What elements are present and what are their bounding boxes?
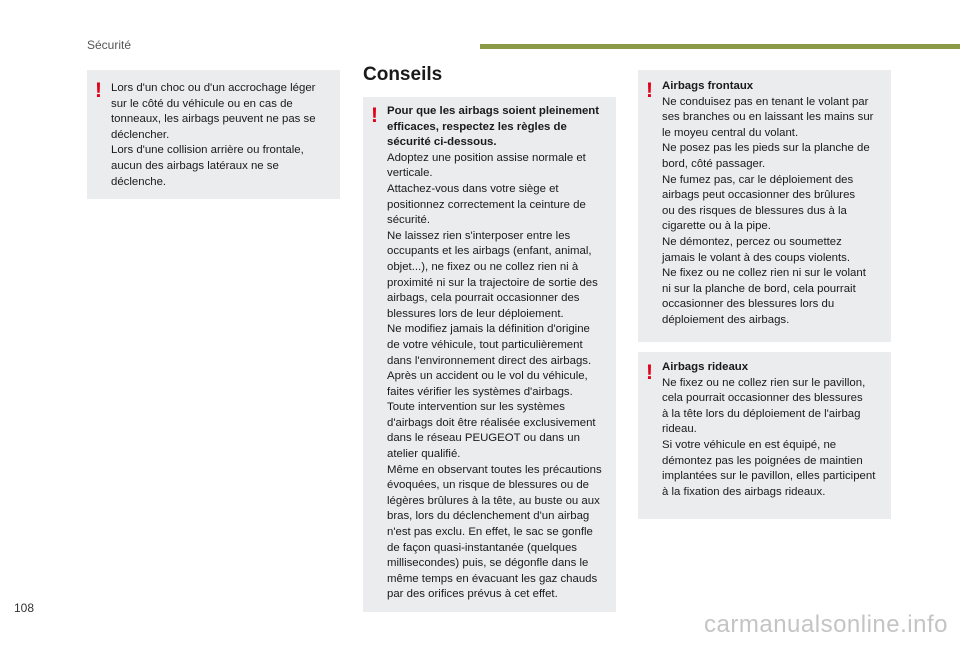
text-line: objet...), ne fixez ou ne collez rien ni à xyxy=(387,260,579,273)
page-number: 108 xyxy=(14,601,35,615)
text-line: Toute intervention sur les systèmes xyxy=(387,401,565,414)
conseils-text xyxy=(387,151,608,603)
text-line: faites vérifier les systèmes d'airbags. xyxy=(387,385,573,398)
conseils-warning-box xyxy=(363,97,616,612)
text-line: déploiement des airbags. xyxy=(662,313,790,326)
text-line: légères brûlures à la tête, au buste ou aux xyxy=(387,494,600,507)
text-line: Ne conduisez pas en tenant le volant par xyxy=(662,95,869,108)
curtain-airbags-text xyxy=(662,376,883,501)
watermark-text: carmanualsonline.info xyxy=(704,611,948,638)
text-line: Pour que les airbags soient pleinement xyxy=(387,105,600,117)
text-line: millisecondes) puis, se dégonfle dans le xyxy=(387,557,589,570)
text-line: Même en observant toutes les précautions xyxy=(387,463,602,476)
text-line: occupants et les airbags (enfant, animal, xyxy=(387,245,592,258)
text-line: n'est pas exclu. En effet, le sac se gonfle xyxy=(387,526,593,539)
text-line: Ne fixez ou ne collez rien sur le pavillon, xyxy=(662,376,866,389)
text-line: Après un accident ou le vol du véhicule, xyxy=(387,370,588,383)
curtain-airbags-title: Airbags rideaux xyxy=(662,361,749,373)
text-line: Attachez-vous dans votre siège et xyxy=(387,182,559,195)
text-line: à la tête lors du déploiement de l'airbag xyxy=(662,407,861,420)
warning-exclamation-icon: ! xyxy=(95,79,102,102)
text-line: cigarette ou à la pipe. xyxy=(662,220,771,233)
text-line: atelier qualifié. xyxy=(387,448,461,461)
text-line: airbags peut occasionner des brûlures xyxy=(662,189,856,202)
text-line: bras, lors du déclenchement d'un airbag xyxy=(387,510,590,523)
text-line: verticale. xyxy=(387,167,433,180)
text-line: de votre véhicule, tout particulièrement xyxy=(387,338,583,351)
text-line: à la fixation des airbags rideaux. xyxy=(662,485,826,498)
frontal-airbags-warning-box xyxy=(638,70,891,342)
conseils-intro xyxy=(387,104,608,151)
text-line: même temps en évacuant les gaz chauds xyxy=(387,572,598,585)
text-line: le moyeu central du volant. xyxy=(662,126,799,139)
text-line: Ne fumez pas, car le déploiement des xyxy=(662,173,854,186)
text-line: Ne posez pas les pieds sur la planche de xyxy=(662,142,870,155)
text-line: Ne laissez rien s'interposer entre les xyxy=(387,229,571,242)
warning-exclamation-icon: ! xyxy=(646,361,653,384)
text-line: ni sur la planche de bord, cela pourrait xyxy=(662,282,856,295)
text-line: par des orifices prévus à cet effet. xyxy=(387,588,558,601)
text-line: aucun des airbags latéraux ne se xyxy=(111,159,279,172)
frontal-airbags-title: Airbags frontaux xyxy=(662,80,754,92)
text-line: déclencher. xyxy=(111,128,170,141)
side-impact-warning-box xyxy=(87,70,340,199)
section-label: Sécurité xyxy=(87,38,132,52)
frontal-airbags-text xyxy=(662,95,883,329)
text-line: blessures lors de leur déploiement. xyxy=(387,307,564,320)
text-line: dans l'environnement direct des airbags. xyxy=(387,354,592,367)
warning-exclamation-icon: ! xyxy=(371,104,378,127)
text-line: rideau. xyxy=(662,423,697,436)
header-accent-bar xyxy=(480,44,960,49)
section-title-conseils: Conseils xyxy=(363,64,443,85)
curtain-airbags-warning-box xyxy=(638,352,891,519)
text-line: efficaces, respectez les règles de xyxy=(387,120,567,133)
text-line: sécurité. xyxy=(387,214,431,227)
text-line: tonneaux, les airbags peuvent ne pas se xyxy=(111,113,316,126)
text-line: cela pourrait occasionner des blessures xyxy=(662,392,863,405)
text-line: Ne fixez ou ne collez rien ni sur le volant xyxy=(662,267,866,280)
text-line: Lors d'une collision arrière ou frontale, xyxy=(111,144,304,157)
text-line: Adoptez une position assise normale et xyxy=(387,151,586,164)
text-line: ou des risques de blessures dus à la xyxy=(662,204,847,217)
text-line: sécurité ci-dessous. xyxy=(387,136,497,149)
text-line: Ne démontez, percez ou soumettez xyxy=(662,235,842,248)
text-line: proximité ni sur la trajectoire de sortie des xyxy=(387,276,598,289)
text-line: implantées sur le pavillon, elles participent xyxy=(662,470,876,483)
text-line: déclenche. xyxy=(111,175,167,188)
warning-exclamation-icon: ! xyxy=(646,79,653,102)
text-line: Lors d'un choc ou d'un accrochage léger xyxy=(111,82,316,94)
text-line: de façon quasi-instantanée (quelques xyxy=(387,541,577,554)
text-line: airbags, cela pourrait occasionner des xyxy=(387,292,580,305)
text-line: jamais le volant à des coups violents. xyxy=(662,251,851,264)
text-line: Si votre véhicule en est équipé, ne xyxy=(662,438,837,451)
text-line: évoquées, un risque de blessures ou de xyxy=(387,479,590,492)
text-line: d'airbags doit être réalisée exclusivement xyxy=(387,416,596,429)
side-impact-text xyxy=(111,81,332,190)
text-line: positionnez correctement la ceinture de xyxy=(387,198,586,211)
text-line: occasionner des blessures lors du xyxy=(662,298,835,311)
text-line: démontez pas les poignées de maintien xyxy=(662,454,863,467)
text-line: sur le côté du véhicule ou en cas de xyxy=(111,97,293,110)
text-line: ses branches ou en laissant les mains sur xyxy=(662,111,874,124)
text-line: Ne modifiez jamais la définition d'origine xyxy=(387,323,590,336)
text-line: bord, côté passager. xyxy=(662,157,766,170)
text-line: dans le réseau PEUGEOT ou dans un xyxy=(387,432,580,445)
